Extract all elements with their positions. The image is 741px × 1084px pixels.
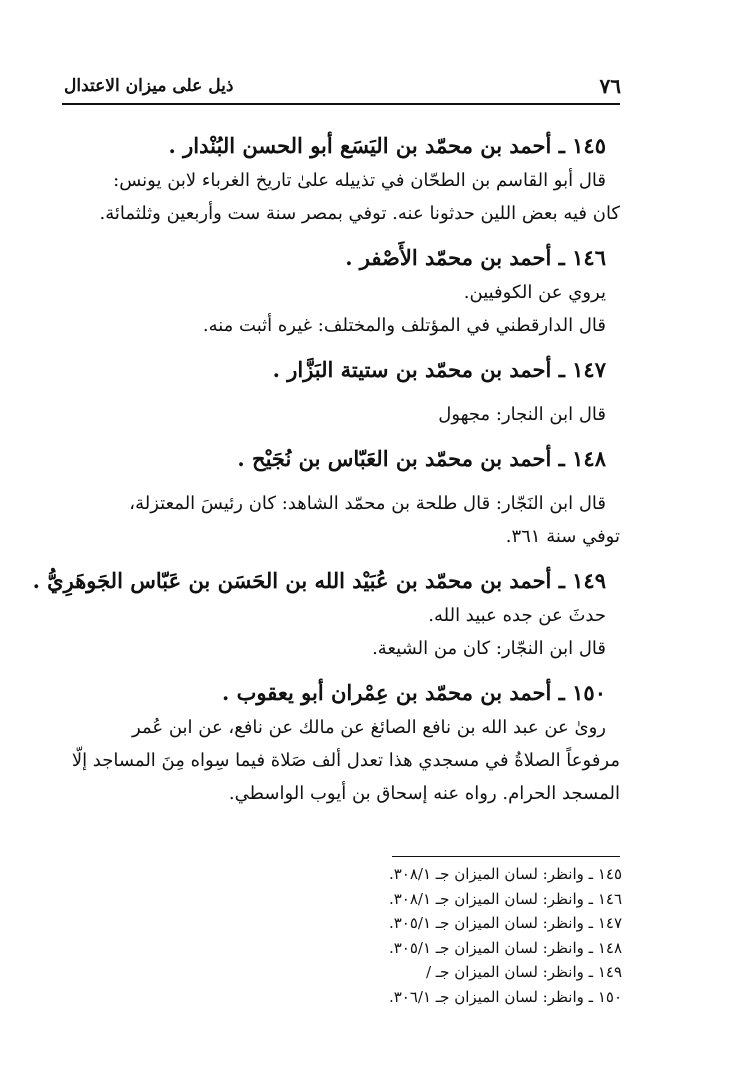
- spacer: [64, 342, 620, 352]
- footnote-150: ١٥٠ ـ وانظر: لسان الميزان جـ ٣٠٦/١.: [388, 987, 622, 1006]
- entry-title-146: ١٤٦ ـ أحمد بن محمّد الأَصْفر .: [345, 245, 606, 270]
- entry-title-149: ١٤٩ ـ أحمد بن محمّد بن عُبَيْد الله بن الحَسَن بن عَبّاس الجَوهَرِيُّ .: [32, 568, 606, 593]
- running-title: ذيل على ميزان الاعتدال: [64, 76, 234, 96]
- spacer: [64, 665, 620, 675]
- entry-149-line-2: قال ابن النجّار: كان من الشيعة.: [372, 638, 606, 659]
- entry-148-line-1: قال ابن النَجّار: قال طلحة بن محمّد الشاهد: كان رئيسَ المعتزلة،: [129, 493, 606, 514]
- entry-150-line-2: مرفوعاً الصلاةُ في مسجدي هذا تعدل ألف صَلاة فيما سِواه مِنَ المساجد إلّا: [71, 750, 620, 771]
- entry-title-150: ١٥٠ ـ أحمد بن محمّد بن عِمْران أبو يعقوب .: [222, 680, 606, 705]
- entry-145-line-2: كان فيه بعض اللين حدثونا عنه. توفي بمصر سنة ست وأربعين وثلثمائة.: [99, 203, 620, 224]
- entry-150-line-1: روىٰ عن عبد الله بن نافع الصائغ عن مالك عن نافع، عن ابن عُمر: [132, 717, 606, 738]
- spacer: [64, 431, 620, 441]
- entry-148-line-2: توفي سنة ٣٦١.: [505, 526, 620, 547]
- footnote-rule: [392, 856, 620, 857]
- footnote-147: ١٤٧ ـ وانظر: لسان الميزان جـ ٣٠٥/١.: [388, 914, 622, 932]
- footnote-149: ١٤٩ ـ وانظر: لسان الميزان جـ /: [425, 963, 622, 981]
- entry-146-line-1: يروي عن الكوفيين.: [463, 282, 606, 303]
- spacer: [64, 230, 620, 240]
- footnote-148: ١٤٨ ـ وانظر: لسان الميزان جـ ٣٠٥/١.: [388, 938, 622, 957]
- spacer: [64, 477, 620, 487]
- entry-150-line-3: المسجد الحرام. رواه عنه إسحاق بن أيوب الواسطي.: [228, 783, 620, 804]
- entry-149-line-1: حدثَ عن جده عبيد الله.: [428, 605, 606, 626]
- entry-147-line-1: قال ابن النجار: مجهول: [438, 404, 606, 425]
- page-number: ٧٦: [599, 74, 621, 98]
- entry-146-line-2: قال الدارقطني في المؤتلف والمختلف: غيره أثبت منه.: [202, 315, 606, 336]
- entry-145-line-1: قال أبو القاسم بن الطحّان في تذييله علىٰ تاريخ الغرباء لابن يونس:: [113, 170, 606, 191]
- page-header: [64, 74, 621, 104]
- header-rule: [62, 103, 620, 105]
- footnote-146: ١٤٦ ـ وانظر: لسان الميزان جـ ٣٠٨/١.: [388, 889, 622, 908]
- footnote-145: ١٤٥ ـ وانظر: لسان الميزان جـ ٣٠٨/١.: [388, 865, 622, 883]
- page-body: [32, 128, 620, 810]
- spacer: [64, 553, 620, 563]
- entry-title-148: ١٤٨ ـ أحمد بن محمّد بن العَبّاس بن نُجَيْح .: [237, 446, 606, 471]
- entry-title-145: ١٤٥ ـ أحمد بن محمّد بن اليَسَع أبو الحسن البُنْدار .: [168, 133, 606, 158]
- entry-title-147: ١٤٧ ـ أحمد بن محمّد بن ستيتة البَزَّار .: [272, 357, 606, 382]
- spacer: [64, 388, 620, 398]
- footnotes: [300, 862, 622, 1009]
